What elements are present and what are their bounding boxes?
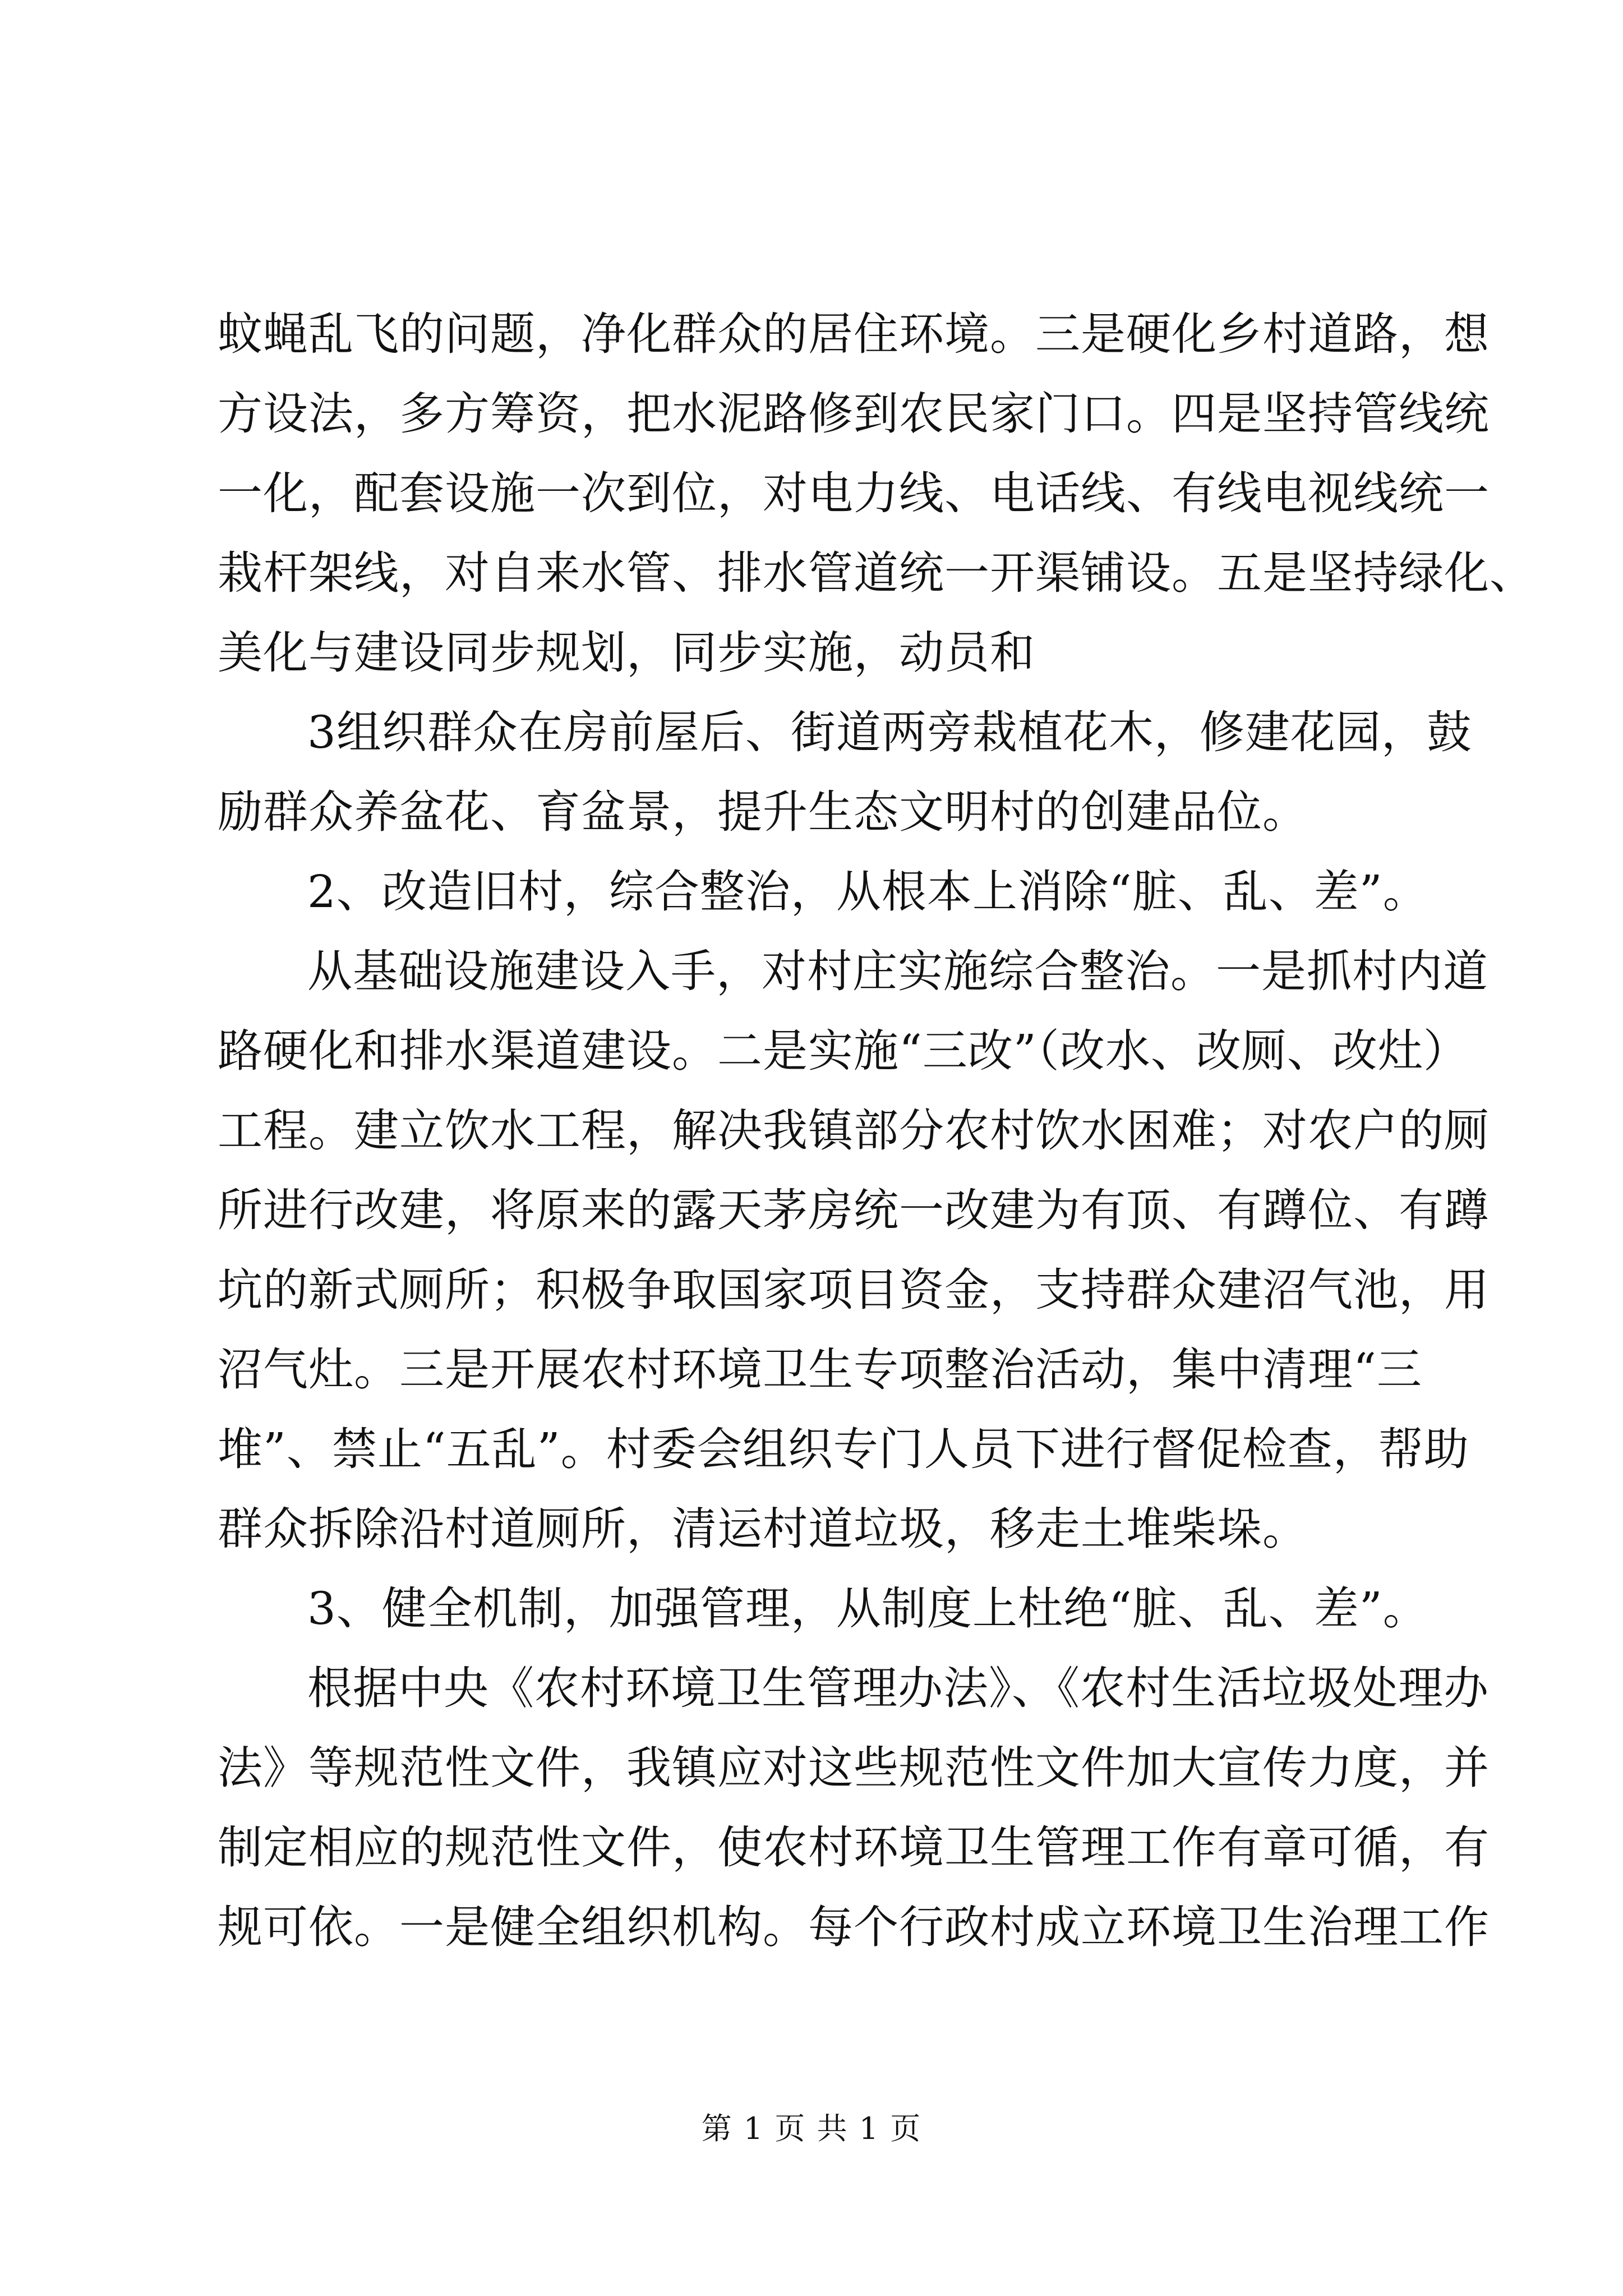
text-line: 栽杆架线，对自来水管、排水管道统一开渠铺设。五是坚持绿化、 [218,547,1535,599]
text-line: 工程。建立饮水工程，解决我镇部分农村饮水困难；对农户的厕 [218,1105,1490,1157]
text-line: 美化与建设同步规划，同步实施，动员和 [218,627,1035,679]
text-line: 所进行改建，将原来的露天茅房统一改建为有顶、有蹲位、有蹲 [218,1184,1490,1236]
text-line: 沼气灶。三是开展农村环境卫生专项整治活动，集中清理“三 [218,1343,1422,1396]
text-line: 堆”、禁止“五乱”。村委会组织专门人员下进行督促检查，帮助 [218,1423,1469,1475]
text-line: 励群众养盆花、育盆景，提升生态文明村的创建品位。 [218,786,1308,838]
text-line: 群众拆除沿村道厕所，清运村道垃圾，移走土堆柴垛。 [218,1503,1308,1555]
text-line: 法》等规范性文件，我镇应对这些规范性文件加大宣传力度，并 [218,1742,1490,1794]
text-line: 蚊蝇乱飞的问题，净化群众的居住环境。三是硬化乡村道路，想 [218,308,1490,360]
text-line: 一化，配套设施一次到位，对电力线、电话线、有线电视线统一 [218,467,1490,519]
text-line: 3组织群众在房前屋后、街道两旁栽植花木，修建花园，鼓 [307,706,1472,758]
text-line: 规可依。一是健全组织机构。每个行政村成立环境卫生治理工作 [218,1901,1490,1953]
document-body [218,295,1535,1967]
page-number-footer: 第 1 页 共 1 页 [701,2111,922,2146]
text-line: 从基础设施建设入手，对村庄实施综合整治。一是抓村内道 [307,945,1488,997]
text-line: 方设法，多方筹资，把水泥路修到农民家门口。四是坚持管线统 [218,388,1490,440]
section-heading: 3、健全机制，加强管理，从制度上杜绝“脏、乱、差”。 [307,1582,1428,1635]
text-line: 制定相应的规范性文件，使农村环境卫生管理工作有章可循，有 [218,1821,1490,1874]
section-heading: 2、改造旧村，综合整治，从根本上消除“脏、乱、差”。 [307,866,1428,918]
text-line: 坑的新式厕所；积极争取国家项目资金，支持群众建沼气池，用 [218,1264,1490,1316]
text-line: 路硬化和排水渠道建设。二是实施“三改”（改水、改厕、改灶） [218,1025,1469,1077]
text-line: 根据中央《农村环境卫生管理办法》、《农村生活垃圾处理办 [307,1662,1489,1714]
